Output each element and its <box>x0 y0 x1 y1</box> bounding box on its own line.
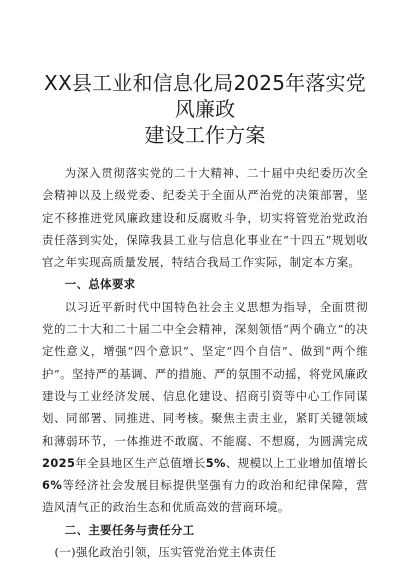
document-title-line-1: XX县工业和信息化局2025年落实党风廉政 <box>44 71 366 121</box>
section-heading-overall-requirements: 一、总体要求 <box>64 277 136 292</box>
overall-requirements-text-a: 以习近平新时代中国特色社会主义思想为指导，全面贯彻党的二十大和二十届二中全会精神，深刻领悟“两个确立”的决定性意义，增强“四个意识”、坚定“四个自信”、做到“两个维护”。坚持严的基调、严的措施、严的氛围不动摇，将党风廉政建设与工业经济发展、信息化建设、招商引资等中心工作同谋划、同部署、同推进、同考核。聚焦主责主业，紧盯关键领域和薄弱环节，一体推进不敢腐、不能腐、不想腐，为圆满完成 <box>42 299 368 448</box>
subsection-heading-political-leadership: (一)强化政治引领，压实管党治党主体责任 <box>54 545 277 560</box>
document-title <box>42 70 368 148</box>
industry-growth-target: 6% <box>42 478 63 493</box>
overall-requirements-paragraph <box>42 296 368 519</box>
target-year: 2025 <box>42 455 76 470</box>
overall-requirements-text-c: 、规模以上工业增加值增长 <box>225 455 368 470</box>
document-title-line-2: 建设工作方案 <box>144 123 266 147</box>
overall-requirements-text-d: 等经济社会发展目标提供坚强有力的政治和纪律保障，营造风清气正的政治生态和优质高效的营商环境。 <box>42 478 368 515</box>
intro-paragraph: 为深入贯彻落实党的二十大精神、二十届中央纪委历次全会精神以及上级党委、纪委关于全面从严治党的决策部署，坚定不移推进党风廉政建设和反腐败斗争，切实将管党治党政治责任落到实处，保障我县工业与信息化事业在“十四五”规划收官之年实现高质量发展，特结合我局工作实际，制定本方案。 <box>42 166 368 270</box>
overall-requirements-text-b: 年全县地区生产总值增长 <box>75 455 206 470</box>
document-body <box>42 162 368 563</box>
gdp-growth-target: 5% <box>205 455 226 470</box>
section-heading-main-tasks: 二、主要任务与责任分工 <box>64 522 195 537</box>
